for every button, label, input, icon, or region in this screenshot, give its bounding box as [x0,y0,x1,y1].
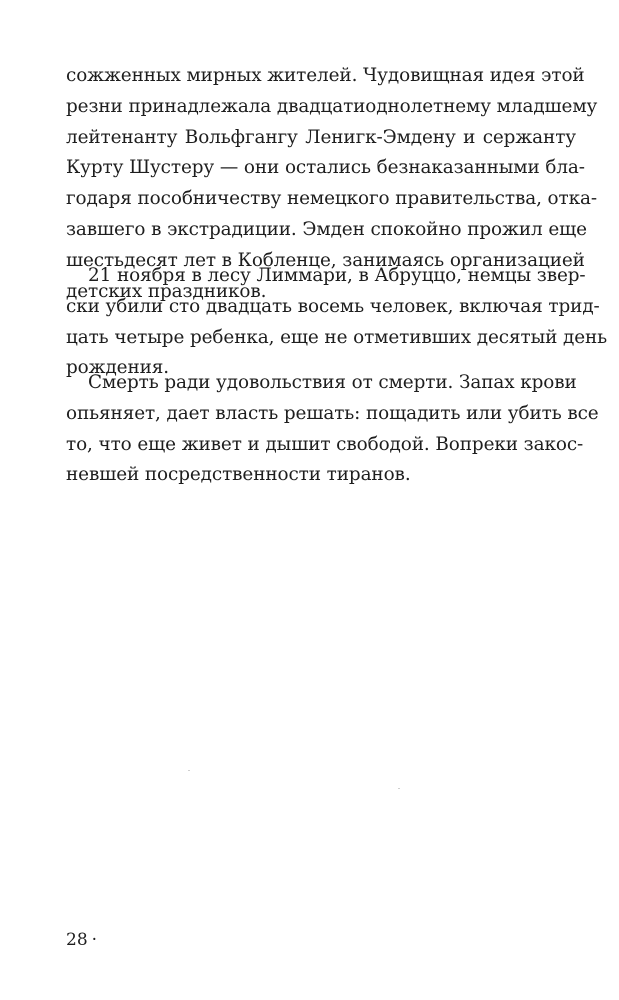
paper-speck [188,770,190,771]
text-line: 21 ноября в лесу Лиммари, в Абруццо, немцы звер- [88,265,586,286]
paper-speck [398,788,400,789]
text-line: шестьдесят лет в Кобленце, занимаясь организацией [66,249,585,271]
text-line: то, что еще живет и дышит свободой. Вопреки закос- [66,433,584,455]
text-line: рождения. [66,357,170,379]
text-line: завшего в экстрадиции. Эмден спокойно прожил еще [66,218,587,240]
text-line: детских праздников. [66,280,267,302]
text-line: годаря пособничеству немецкого правительства, отка- [66,188,597,210]
page-number-separator: · [91,930,98,950]
text-line: резни принадлежала двадцатиоднолетнему младшему [66,95,598,117]
text-line: Смерть ради удовольствия от смерти. Запах крови [88,372,577,393]
text-line: сожженных мирных жителей. Чудовищная идея этой [66,65,585,86]
text-line: Курту Шустеру — они остались безнаказанными бла- [66,157,585,179]
text-line: лейтенанту Вольфгангу Ленигк-Эмдену и сержанту [66,126,576,148]
text-line: ски убили сто двадцать восемь человек, включая трид- [66,295,600,317]
paragraph-death-for-pleasure [66,368,599,491]
text-line: опьяняет, дает власть решать: пощадить или убить все [66,402,599,424]
paragraph-limmari-forest [66,261,608,384]
page-number-footer [66,930,97,950]
text-line: невшей посредственности тиранов. [66,464,411,486]
page-number: 28 [66,930,88,950]
text-line: цать четыре ребенка, еще не отметивших десятый день [66,326,608,348]
